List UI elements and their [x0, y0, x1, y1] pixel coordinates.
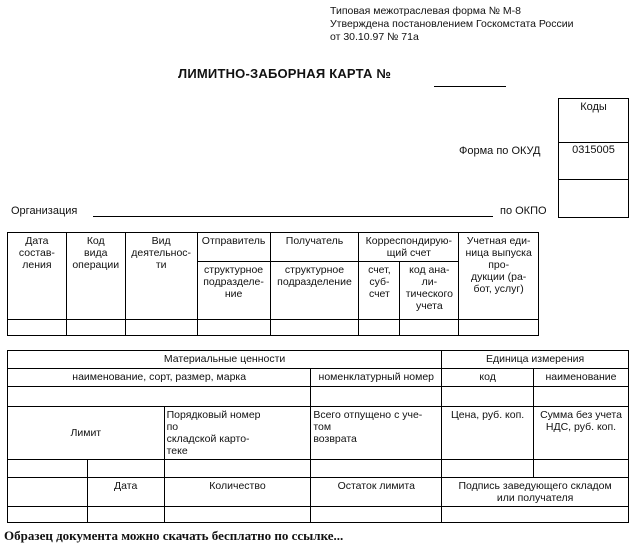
account-subheader: счет, суб- счет: [359, 262, 400, 320]
material-values-header: Материальные ценности: [8, 351, 442, 369]
limit-cell-1[interactable]: [8, 460, 88, 478]
signature-cell[interactable]: [442, 507, 629, 523]
warehouse-number-header: Порядковый номер по складской карто- теке: [164, 407, 311, 460]
receiver-header: Получатель: [270, 233, 359, 262]
form-type-line: Типовая межотраслевая форма № М-8: [330, 5, 521, 17]
table-row[interactable]: [8, 507, 629, 523]
signature-header: Подпись заведующего складом или получателя: [442, 478, 629, 507]
approval-date-line: от 30.10.97 № 71а: [330, 31, 419, 43]
receiver-subheader: структурное подразделение: [270, 262, 359, 320]
date-cell[interactable]: [8, 320, 67, 336]
codes-header: Коды: [559, 99, 628, 143]
price-cell[interactable]: [442, 460, 534, 478]
total-released-header: Всего отпущено с уче- том возврата: [311, 407, 442, 460]
op-code-header: Код вида операции: [66, 233, 125, 320]
quantity-header: Количество: [164, 478, 311, 507]
unit-measure-header: Единица измерения: [442, 351, 629, 369]
okud-label: Форма по ОКУД: [459, 145, 541, 157]
issue-date-cell[interactable]: [87, 507, 164, 523]
download-note[interactable]: Образец документа можно скачать бесплатно по ссылке...: [4, 528, 344, 543]
date-header: Дата состав- ления: [8, 233, 67, 320]
sender-cell[interactable]: [197, 320, 270, 336]
approval-line: Утверждена постановлением Госкомстата России: [330, 18, 574, 30]
issue-date-header: Дата: [87, 478, 164, 507]
organization-label: Организация: [11, 205, 78, 217]
table-row[interactable]: [8, 460, 629, 478]
card-details-table: [7, 232, 539, 336]
limit-header: Лимит: [8, 407, 165, 460]
codes-box: [558, 98, 629, 218]
materials-table: [7, 350, 629, 523]
okud-code-cell: 0315005: [559, 143, 628, 180]
card-number-field[interactable]: [434, 86, 506, 87]
okpo-code-cell[interactable]: [559, 180, 628, 217]
quantity-cell[interactable]: [164, 507, 311, 523]
name-grade-header: наименование, сорт, размер, марка: [8, 369, 311, 387]
nomenclature-cell[interactable]: [311, 387, 442, 407]
unit-name-header: наименование: [534, 369, 629, 387]
sender-subheader: структурное подразделе- ние: [197, 262, 270, 320]
analytic-cell[interactable]: [400, 320, 459, 336]
document-title: ЛИМИТНО-ЗАБОРНАЯ КАРТА №: [178, 66, 392, 81]
price-header: Цена, руб. коп.: [442, 407, 534, 460]
corr-account-header: Корреспондирую- щий счет: [359, 233, 459, 262]
limit-balance-header: Остаток лимита: [311, 478, 442, 507]
unit-name-cell[interactable]: [534, 387, 629, 407]
unit-code-header: код: [442, 369, 534, 387]
total-released-cell[interactable]: [311, 460, 442, 478]
okpo-label: по ОКПО: [500, 205, 547, 217]
receiver-cell[interactable]: [270, 320, 359, 336]
row-blank-cell[interactable]: [8, 507, 88, 523]
analytic-subheader: код ана- ли- тического учета: [400, 262, 459, 320]
form-header: [330, 5, 630, 44]
unit-output-header: Учетная еди- ница выпуска про- дукции (ра- бот, услуг): [459, 233, 539, 320]
limit-cell-2[interactable]: [87, 460, 164, 478]
sum-no-vat-header: Сумма без учета НДС, руб. коп.: [534, 407, 629, 460]
op-code-cell[interactable]: [66, 320, 125, 336]
table-row[interactable]: [8, 320, 539, 336]
account-cell[interactable]: [359, 320, 400, 336]
blank-header-cell: [8, 478, 88, 507]
name-grade-cell[interactable]: [8, 387, 311, 407]
unit-output-cell[interactable]: [459, 320, 539, 336]
activity-header: Вид деятельнос- ти: [125, 233, 197, 320]
warehouse-number-cell[interactable]: [164, 460, 311, 478]
sender-header: Отправитель: [197, 233, 270, 262]
table-row[interactable]: [8, 387, 629, 407]
sum-no-vat-cell[interactable]: [534, 460, 629, 478]
unit-code-cell[interactable]: [442, 387, 534, 407]
activity-cell[interactable]: [125, 320, 197, 336]
limit-balance-cell[interactable]: [311, 507, 442, 523]
organization-field[interactable]: [93, 216, 493, 217]
nomenclature-header: номенклатурный номер: [311, 369, 442, 387]
